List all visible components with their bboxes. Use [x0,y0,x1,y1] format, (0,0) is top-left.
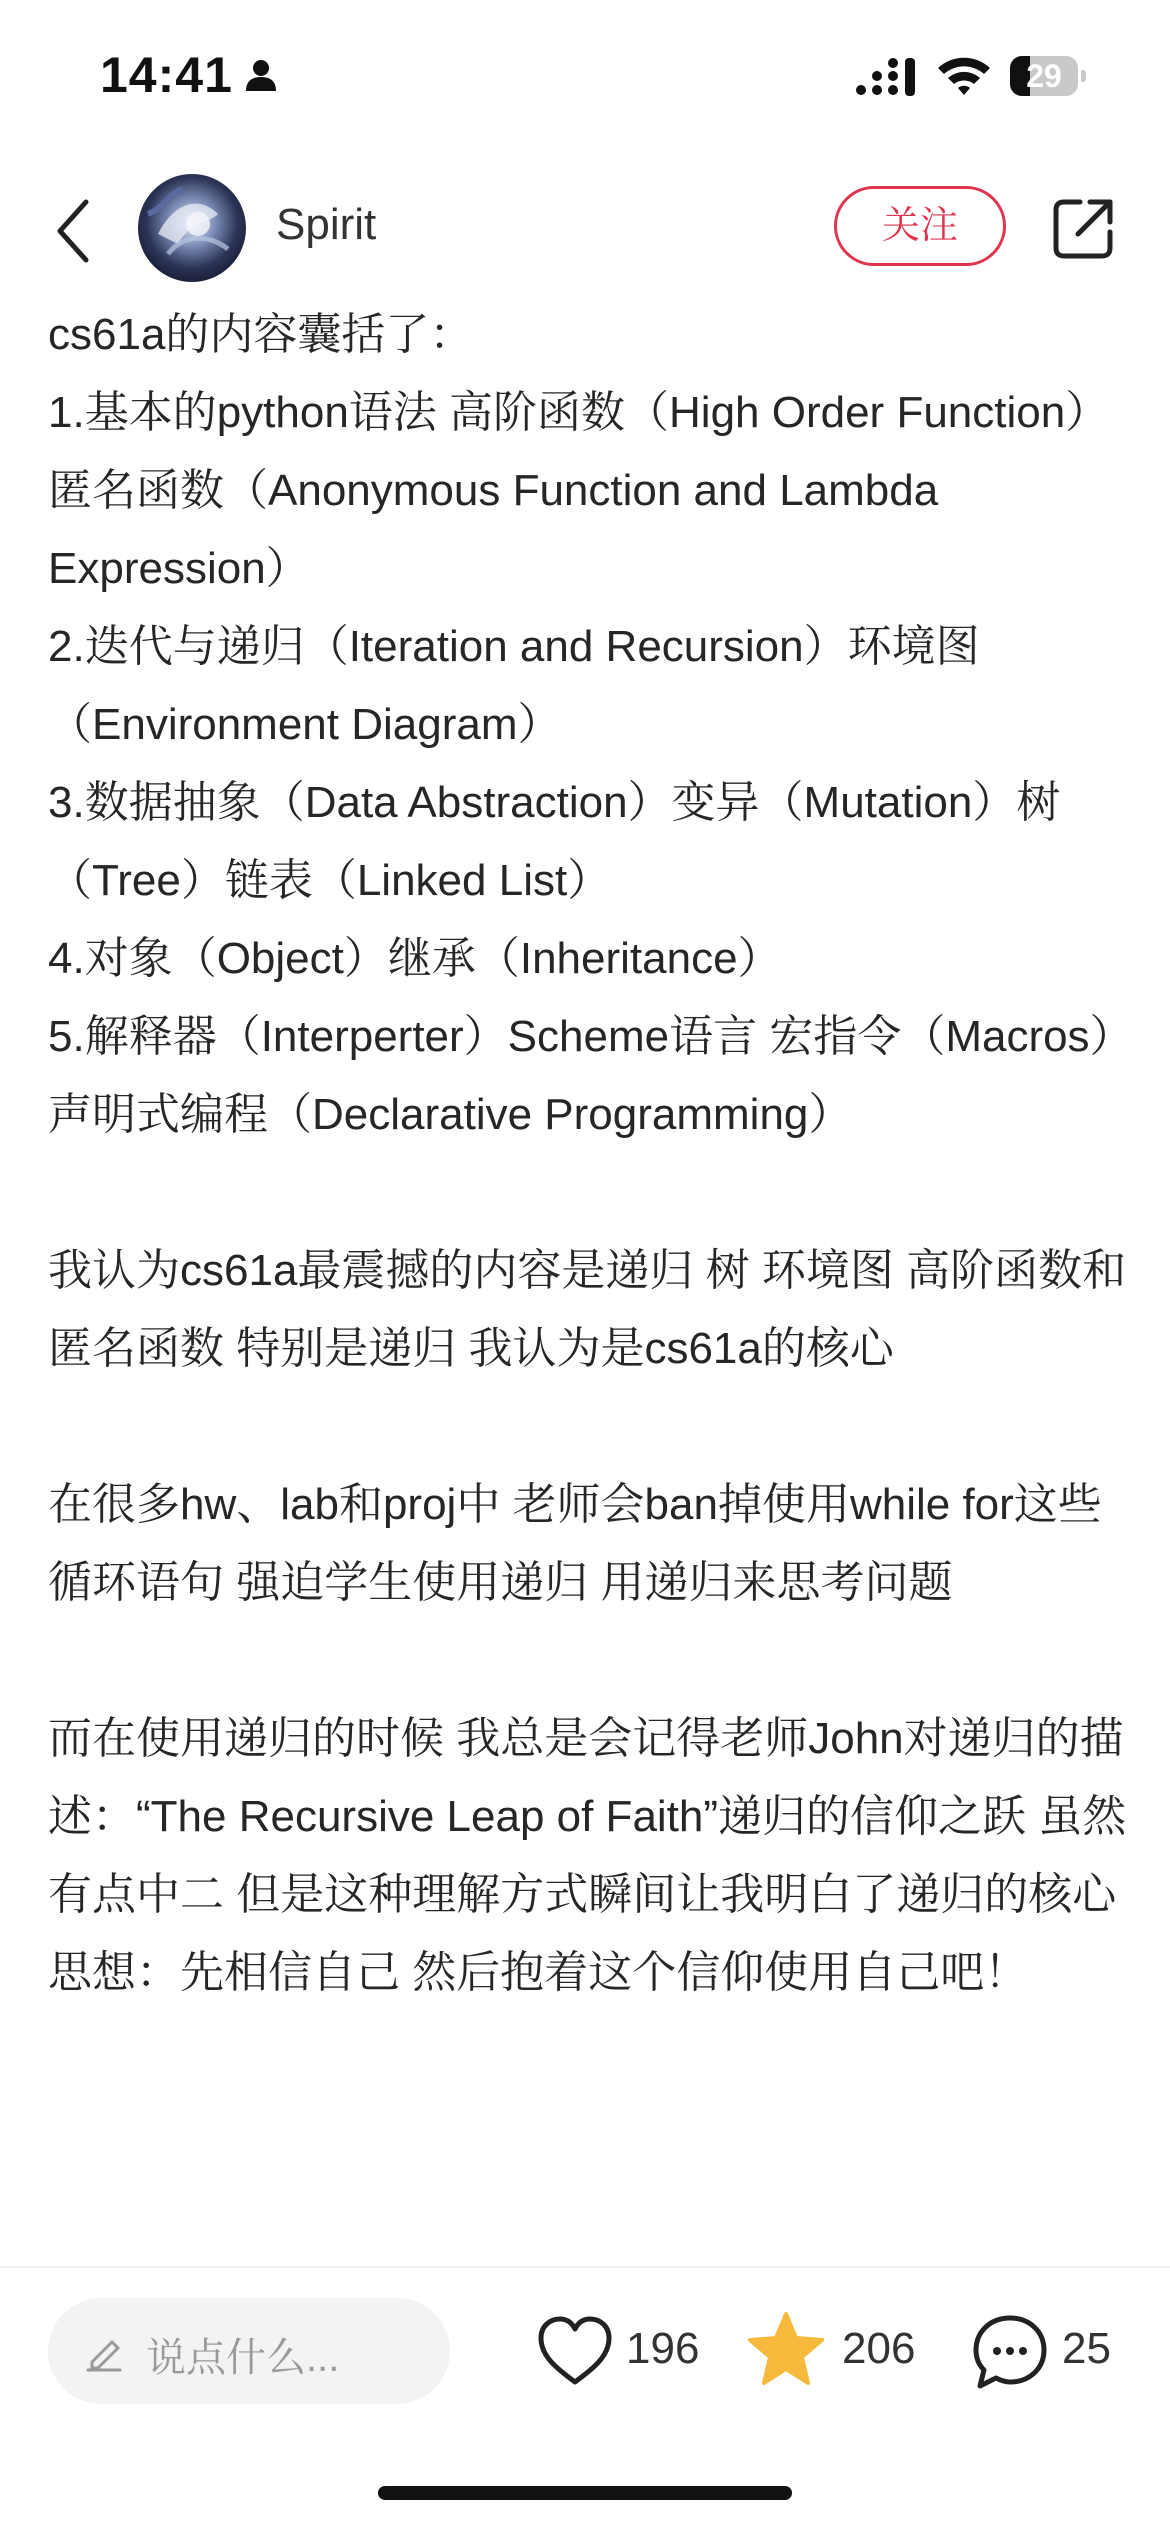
paragraph-assignments: 在很多hw、lab和proj中 老师会ban掉使用while for这些循环语句 强迫学生使用递归 用递归来思考问题 [48,1480,1102,1607]
avatar[interactable] [138,174,246,282]
status-time: 14:41 [100,47,233,103]
paragraph-course-topics: cs61a的内容囊括了： 1.基本的python语法 高阶函数（High Order Function）匿名函数（Anonymous Function and Lambda Expression） 2.迭代与递归（Iteration and Recursion）环境图（Environment Diagram） 3.数据抽象（Data Abstraction）变异（Mutation）树（Tree）链表（Linked List） 4.对象（Object）继承（Inheritance） 5.解释器（Interperter）Scheme语言 宏指令（Macros）声明式编程（Declarative Programming） [48,310,1112,1139]
like-count: 196 [626,2324,700,2373]
battery-icon [1010,56,1086,96]
star-count: 206 [842,2324,916,2373]
paragraph-leap-of-faith: 而在使用递归的时候 我总是会记得老师John对递归的描述：“The Recursive Leap of Faith”递归的信仰之跃 虽然有点中二 但是这种理解方式瞬间让我明白了递归的核心思想：先相信自己 然后抱着这个信仰使用自己吧！ [48,1714,1127,1997]
home-indicator[interactable] [378,2486,792,2500]
comment-count: 25 [1062,2324,1111,2373]
back-arrow-icon[interactable] [50,196,98,266]
star-icon[interactable] [746,2310,826,2390]
share-icon[interactable] [1050,196,1116,262]
post-content [48,296,1128,2266]
chat-bubble-icon[interactable] [970,2312,1050,2392]
paragraph-spacer [48,1622,1128,1700]
paragraph-spacer [48,1154,1128,1232]
cellular-signal-icon [855,58,917,98]
person-icon [244,58,278,92]
comment-input[interactable] [48,2298,450,2404]
paragraph-opinion: 我认为cs61a最震撼的内容是递归 树 环境图 高阶函数和匿名函数 特别是递归 我认为是cs61a的核心 [48,1246,1127,1373]
wifi-icon [936,54,992,98]
post-header [0,160,1170,300]
paragraph-spacer [48,1388,1128,1466]
comment-placeholder: 说点什么... [146,2336,340,2380]
status-bar [0,0,1170,150]
battery-level: 29 [1026,58,1062,94]
author-name[interactable]: Spirit [276,200,377,249]
follow-button[interactable]: 关注 [834,186,1006,266]
heart-icon[interactable] [536,2314,614,2388]
pencil-icon [84,2332,124,2372]
